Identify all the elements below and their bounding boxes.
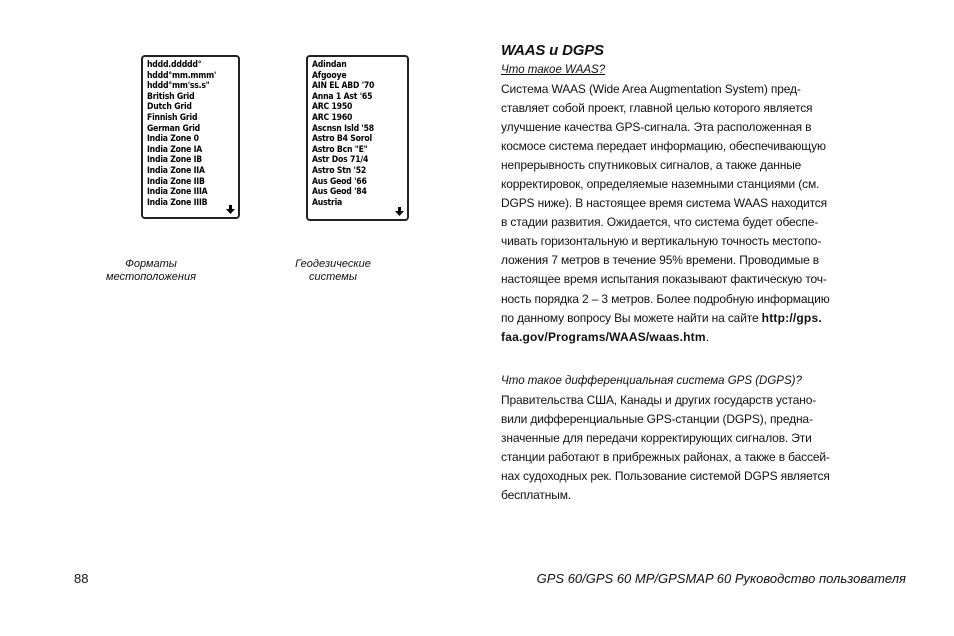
waas-url-link[interactable]: http://gps.	[761, 310, 822, 325]
text-line: в стадии развития. Ожидается, что система будет обеспе-	[501, 215, 819, 230]
position-format-list-screen	[141, 55, 240, 219]
caption-line: Геодезические	[295, 258, 371, 270]
caption-line: системы	[309, 271, 357, 283]
text-line: значенные для передачи корректирующих сигналов. Эти	[501, 430, 812, 445]
running-footer-title: GPS 60/GPS 60 MP/GPSMAP 60 Руководство пользователя	[536, 571, 906, 586]
list-item: British Grid	[147, 91, 195, 102]
text-line: вили дифференциальные GPS-станции (DGPS), предна-	[501, 411, 813, 426]
list-item: Afgooye	[312, 70, 347, 81]
text-fragment: по данному вопросу Вы можете найти на сайте	[501, 310, 762, 325]
text-line	[501, 328, 911, 347]
list-item: India Zone IIB	[147, 176, 205, 187]
caption-line: Форматы	[125, 258, 177, 270]
text-line: чивать горизонтальную и вертикальную точность местопо-	[501, 234, 822, 249]
position-format-list	[147, 60, 234, 208]
list-item: India Zone IB	[147, 155, 202, 166]
list-item: Astr Dos 71/4	[312, 155, 369, 166]
paragraph-waas	[501, 80, 911, 347]
list-item: Dutch Grid	[147, 102, 192, 113]
list-item: hddd°mm'ss.s"	[147, 81, 210, 92]
list-item: Adindan	[312, 60, 347, 70]
text-line: ложения 7 метров в течение 95% времени. Проводимые в	[501, 253, 820, 268]
text-line: ставляет собой проект, главной целью которого является	[501, 101, 813, 116]
list-item: Astro B4 Sorol	[312, 134, 372, 145]
map-datum-list-screen	[306, 55, 409, 221]
list-item: India Zone IA	[147, 144, 203, 155]
list-item: Ascnsn Isld '58	[312, 123, 374, 134]
list-item: ARC 1960	[312, 112, 353, 123]
text-line: бесплатным.	[501, 487, 572, 502]
list-item: ARC 1950	[312, 102, 353, 113]
section-heading: WAAS и DGPS	[501, 42, 604, 59]
list-item: Anna 1 Ast '65	[312, 91, 373, 102]
article-column	[501, 42, 911, 505]
page-number: 88	[74, 571, 89, 586]
paragraph-gap	[501, 347, 911, 372]
waas-url-link[interactable]: faa.gov/Programs/WAAS/waas.htm	[501, 329, 706, 344]
list-item: hddd°mm.mmm'	[147, 70, 217, 81]
list-item: India Zone 0	[147, 134, 199, 145]
text-line: улучшение качества GPS-сигнала. Эта расположенная в	[501, 120, 812, 135]
list-item: Astro Stn '52	[312, 165, 367, 176]
list-item: Finnish Grid	[147, 112, 198, 123]
list-item: Aus Geod '66	[312, 176, 367, 187]
list-item: hddd.ddddd°	[147, 60, 202, 70]
list-item: Austria	[312, 197, 343, 208]
text-line: станции работают в прибрежных районах, а также в бассей-	[501, 449, 830, 464]
text-line: настоящее время испытания показывают фактическую точ-	[501, 272, 827, 287]
figure-caption	[96, 258, 206, 284]
text-line: корректировок, определяемые наземными станциями (см.	[501, 177, 820, 192]
figure-caption	[278, 258, 388, 284]
subheading-waas: Что такое WAAS?	[501, 64, 606, 76]
text-line: Система WAAS (Wide Area Augmentation System) пред-	[501, 82, 801, 96]
text-line: космосе система передает информацию, обеспечивающую	[501, 139, 826, 154]
text-line: ность порядка 2 – 3 метров. Более подробную информацию	[501, 291, 830, 306]
text-line	[501, 309, 911, 328]
subheading-dgps: Что такое дифференциальная система GPS (DGPS)?	[501, 374, 802, 387]
list-item: India Zone IIIB	[147, 197, 208, 208]
text-line: DGPS ниже). В настоящее время система WAAS находится	[501, 196, 827, 211]
text-line: непрерывность спутниковых сигналов, а также данные	[501, 158, 802, 173]
text-line: нах судоходных рек. Пользование системой DGPS является	[501, 468, 830, 483]
list-item: German Grid	[147, 123, 201, 134]
text-line: Правительства США, Канады и других государств устано-	[501, 392, 817, 407]
list-item: India Zone IIIA	[147, 187, 208, 198]
caption-line: местоположения	[106, 271, 196, 283]
list-item: Astro Bcn "E"	[312, 144, 368, 155]
list-item: AIN EL ABD '70	[312, 81, 375, 92]
list-item: India Zone IIA	[147, 165, 205, 176]
text-fragment: .	[705, 329, 709, 344]
map-datum-list	[312, 60, 403, 208]
list-item: Aus Geod '84	[312, 187, 367, 198]
paragraph-dgps	[501, 391, 911, 505]
